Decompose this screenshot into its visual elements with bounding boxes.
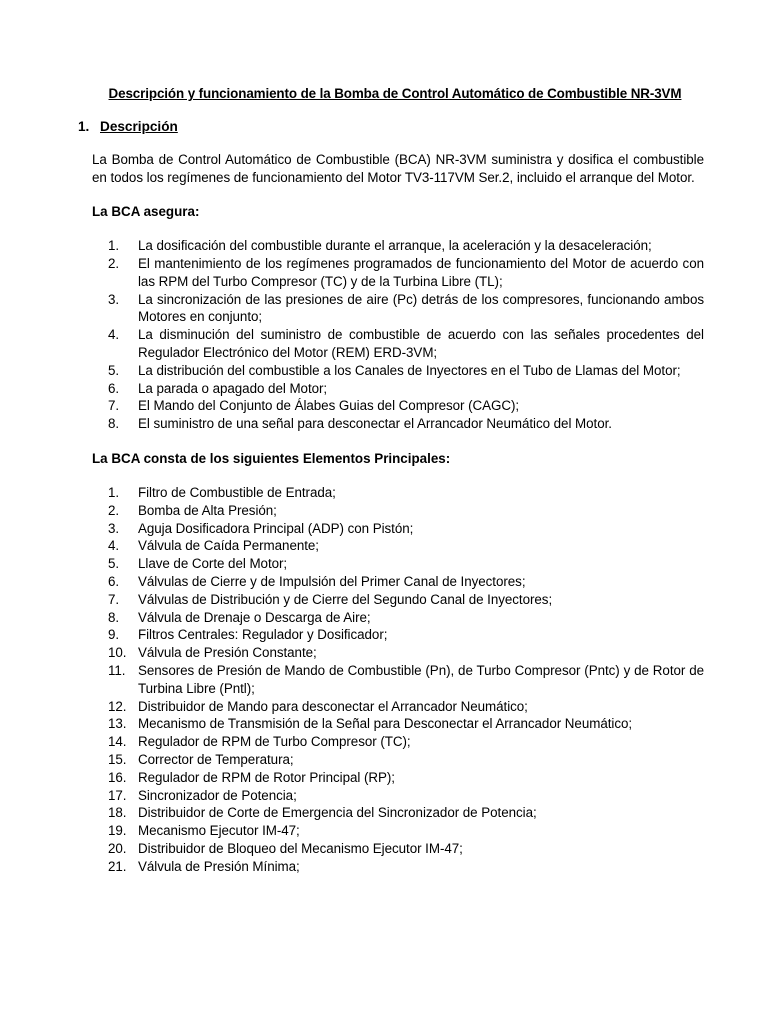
list-item-number: 4.: [108, 538, 120, 554]
list-item-number: 7.: [108, 398, 120, 414]
list-item-number: 20.: [108, 840, 127, 856]
list-item: [92, 591, 704, 609]
list-item-number: 8.: [108, 416, 120, 432]
list-item: [92, 644, 704, 662]
list-item-text: La sincronización de las presiones de aire (Pc) detrás de los compresores, funcionando ambos Motores en conjunto;: [138, 291, 704, 325]
list-item: [92, 484, 704, 502]
list-item-text: Filtros Centrales: Regulador y Dosificador;: [138, 627, 388, 643]
list-item-text: Válvula de Presión Constante;: [138, 645, 317, 661]
list-item-number: 18.: [108, 805, 127, 821]
list-item-text: Mecanismo de Transmisión de la Señal para Desconectar el Arrancador Neumático;: [138, 716, 633, 732]
elementos-list: [92, 484, 704, 876]
list-item: [92, 698, 704, 716]
list-item-text: Válvula de Drenaje o Descarga de Aire;: [138, 609, 371, 625]
list-item-number: 2.: [108, 255, 120, 271]
list-item-text: Mecanismo Ejecutor IM-47;: [138, 823, 300, 839]
list-item: [92, 362, 704, 380]
list-item-number: 12.: [108, 698, 127, 714]
list-item: [92, 822, 704, 840]
list-item: [92, 397, 704, 415]
list-item: [92, 804, 704, 822]
list-item-text: Filtro de Combustible de Entrada;: [138, 484, 336, 500]
list-item-number: 3.: [108, 291, 120, 307]
list-item: [92, 858, 704, 876]
list-item: [92, 715, 704, 733]
list-item: [92, 537, 704, 555]
list-item: [92, 573, 704, 591]
list-item: [92, 237, 704, 255]
list-item-text: Regulador de RPM de Turbo Compresor (TC);: [138, 734, 411, 750]
elementos-heading: La BCA consta de los siguientes Elementos Principales:: [92, 450, 451, 466]
list-item-number: 6.: [108, 573, 120, 589]
list-item-text: Llave de Corte del Motor;: [138, 556, 288, 572]
list-item: [92, 255, 704, 291]
list-item: [92, 326, 704, 362]
list-item: [92, 626, 704, 644]
list-item-number: 21.: [108, 858, 127, 874]
list-item-number: 11.: [108, 662, 126, 678]
list-item: [92, 555, 704, 573]
list-item: [92, 291, 704, 327]
asegura-heading: La BCA asegura:: [92, 204, 200, 220]
section-number: 1.: [78, 119, 90, 134]
list-item-text: Bomba de Alta Presión;: [138, 502, 277, 518]
list-item-number: 19.: [108, 823, 127, 839]
list-item-number: 5.: [108, 362, 120, 378]
list-item-text: Válvulas de Distribución y de Cierre del Segundo Canal de Inyectores;: [138, 591, 553, 607]
list-item-text: Distribuidor de Bloqueo del Mecanismo Ejecutor IM-47;: [138, 840, 463, 856]
list-item: [92, 662, 704, 698]
list-item-text: Válvula de Caída Permanente;: [138, 538, 319, 554]
list-item-number: 16.: [108, 769, 127, 785]
list-item-text: El mantenimiento de los regímenes programados de funcionamiento del Motor de acuerdo con las RPM del Turbo Compresor (TC) y de la Turbina Libre (TL);: [138, 255, 704, 289]
list-item-number: 1.: [108, 484, 120, 500]
list-item: [92, 769, 704, 787]
list-item-text: La parada o apagado del Motor;: [138, 380, 328, 396]
list-item-number: 3.: [108, 520, 120, 536]
list-item-text: Sincronizador de Potencia;: [138, 787, 297, 803]
list-item-text: El Mando del Conjunto de Álabes Guias del Compresor (CAGC);: [138, 398, 520, 414]
list-item-number: 9.: [108, 627, 120, 643]
list-item-text: La distribución del combustible a los Canales de Inyectores en el Tubo de Llamas del Motor;: [138, 362, 681, 378]
list-item-number: 2.: [108, 502, 120, 518]
list-item-text: La disminución del suministro de combustible de acuerdo con las señales procedentes del Regulador Electrónico del Motor (REM) ERD-3VM;: [138, 327, 704, 360]
list-item: [92, 733, 704, 751]
list-item-number: 6.: [108, 380, 120, 396]
list-item-text: Válvula de Presión Mínima;: [138, 858, 300, 874]
list-item-number: 8.: [108, 609, 120, 625]
list-item: [92, 787, 704, 805]
list-item: [92, 415, 704, 433]
list-item-text: Regulador de RPM de Rotor Principal (RP);: [138, 769, 395, 785]
list-item-number: 15.: [108, 751, 127, 767]
section-title: Descripción: [100, 119, 178, 134]
list-item-number: 4.: [108, 327, 120, 343]
list-item-text: Corrector de Temperatura;: [138, 751, 294, 767]
list-item: [92, 840, 704, 858]
list-item-number: 13.: [108, 716, 127, 732]
list-item-number: 14.: [108, 734, 127, 750]
list-item-text: La dosificación del combustible durante el arranque, la aceleración y la desaceleración;: [138, 238, 652, 254]
list-item: [92, 751, 704, 769]
list-item-number: 1.: [108, 238, 120, 254]
list-item-text: Sensores de Presión de Mando de Combustible (Pn), de Turbo Compresor (Pntc) y de Rotor de Turbina Libre (Pntl);: [138, 662, 704, 696]
list-item: [92, 380, 704, 398]
list-item-text: Distribuidor de Corte de Emergencia del Sincronizador de Potencia;: [138, 805, 537, 821]
description-paragraph: La Bomba de Control Automático de Combustible (BCA) NR-3VM suministra y dosifica el combustible en todos los regímenes de funcionamiento del Motor TV3-117VM Ser.2, incluido el arranque del Motor.: [92, 152, 704, 185]
list-item-number: 7.: [108, 591, 120, 607]
list-item: [92, 609, 704, 627]
document-title: Descripción y funcionamiento de la Bomba de Control Automático de Combustible NR-3VM: [108, 86, 682, 101]
list-item: [92, 520, 704, 538]
list-item: [92, 502, 704, 520]
list-item-text: Aguja Dosificadora Principal (ADP) con Pistón;: [138, 520, 414, 536]
section-heading-descripcion: [78, 119, 704, 134]
asegura-list: [92, 237, 704, 433]
list-item-text: El suministro de una señal para desconectar el Arrancador Neumático del Motor.: [138, 416, 612, 432]
list-item-number: 5.: [108, 556, 120, 572]
list-item-text: Válvulas de Cierre y de Impulsión del Primer Canal de Inyectores;: [138, 573, 526, 589]
list-item-number: 17.: [108, 787, 127, 803]
list-item-text: Distribuidor de Mando para desconectar el Arrancador Neumático;: [138, 698, 528, 714]
list-item-number: 10.: [108, 645, 127, 661]
